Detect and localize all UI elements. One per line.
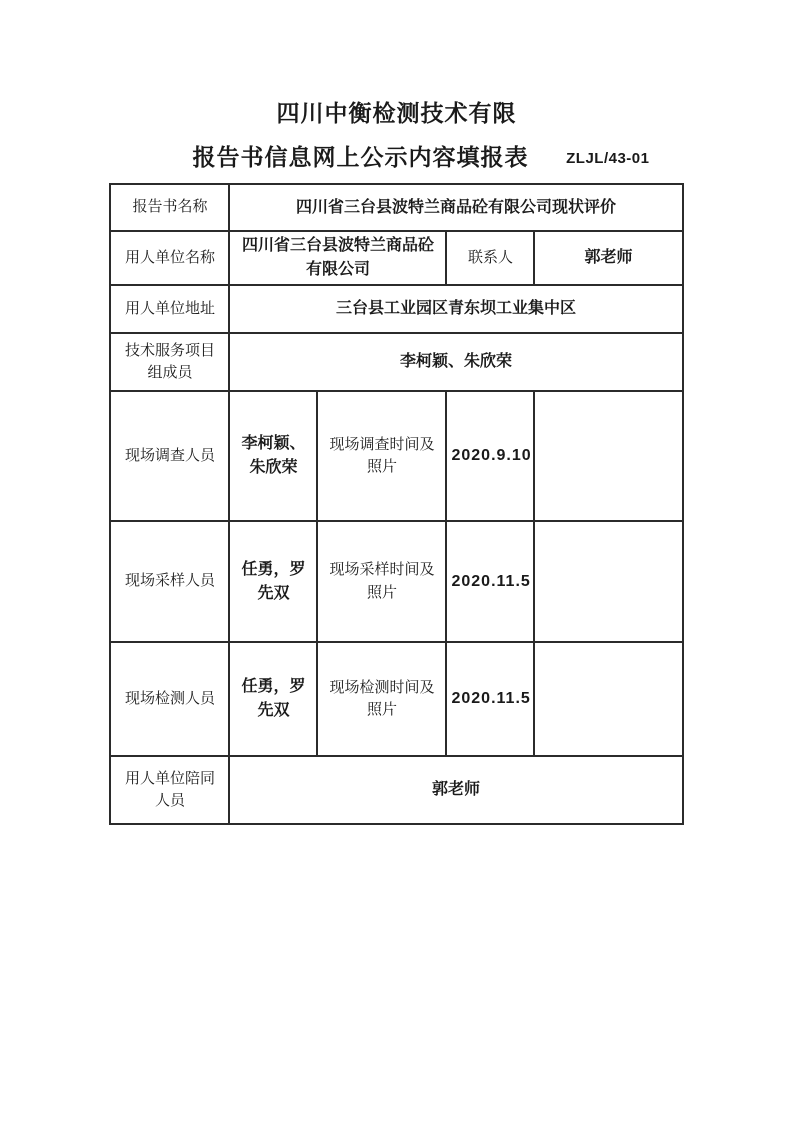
site-sampling-photo-cell (534, 521, 682, 642)
escort-value: 郭老师 (229, 756, 682, 824)
report-name-label: 报告书名称 (110, 184, 229, 231)
table-row-site-testing (110, 642, 682, 756)
contact-label: 联系人 (446, 231, 534, 285)
site-testing-names: 任勇，罗先双 (229, 642, 317, 756)
employer-name-label: 用人单位名称 (110, 231, 229, 285)
site-sampling-date: 2020.11.5 (446, 521, 534, 642)
employer-address-label: 用人单位地址 (110, 285, 229, 333)
subtitle-row (111, 144, 683, 170)
table-row-site-sampling (110, 521, 682, 642)
employer-address-value: 三台县工业园区青东坝工业集中区 (229, 285, 682, 333)
escort-label: 用人单位陪同人员 (110, 756, 229, 824)
form-code: ZLJL/43-01 (566, 150, 650, 167)
site-sampling-time-label: 现场采样时间及照片 (317, 521, 446, 642)
site-survey-time-label: 现场调查时间及照片 (317, 391, 446, 521)
table-row-employer-name (110, 231, 682, 285)
page-title: 四川中衡检测技术有限 (276, 100, 517, 126)
project-team-label: 技术服务项目组成员 (110, 333, 229, 391)
site-sampling-names: 任勇，罗先双 (229, 521, 317, 642)
site-sampling-label: 现场采样人员 (110, 521, 229, 642)
table-row-escort (110, 756, 682, 824)
site-survey-date: 2020.9.10 (446, 391, 534, 521)
site-testing-label: 现场检测人员 (110, 642, 229, 756)
project-team-value: 李柯颖、朱欣荣 (229, 333, 682, 391)
site-testing-date: 2020.11.5 (446, 642, 534, 756)
page-subtitle: 报告书信息网上公示内容填报表 (192, 144, 529, 170)
table-row-employer-address (110, 285, 682, 333)
site-survey-names: 李柯颖、朱欣荣 (229, 391, 317, 521)
site-survey-label: 现场调查人员 (110, 391, 229, 521)
contact-name-value: 郭老师 (534, 231, 682, 285)
table-row-report-name (110, 184, 682, 231)
employer-name-value: 四川省三台县波特兰商品砼有限公司 (229, 231, 446, 285)
site-survey-photo-cell (534, 391, 682, 521)
table-row-site-survey (110, 391, 682, 521)
table-row-project-team (110, 333, 682, 391)
report-form-table (109, 183, 683, 825)
report-name-value: 四川省三台县波特兰商品砼有限公司现状评价 (229, 184, 682, 231)
site-testing-time-label: 现场检测时间及照片 (317, 642, 446, 756)
site-testing-photo-cell (534, 642, 682, 756)
